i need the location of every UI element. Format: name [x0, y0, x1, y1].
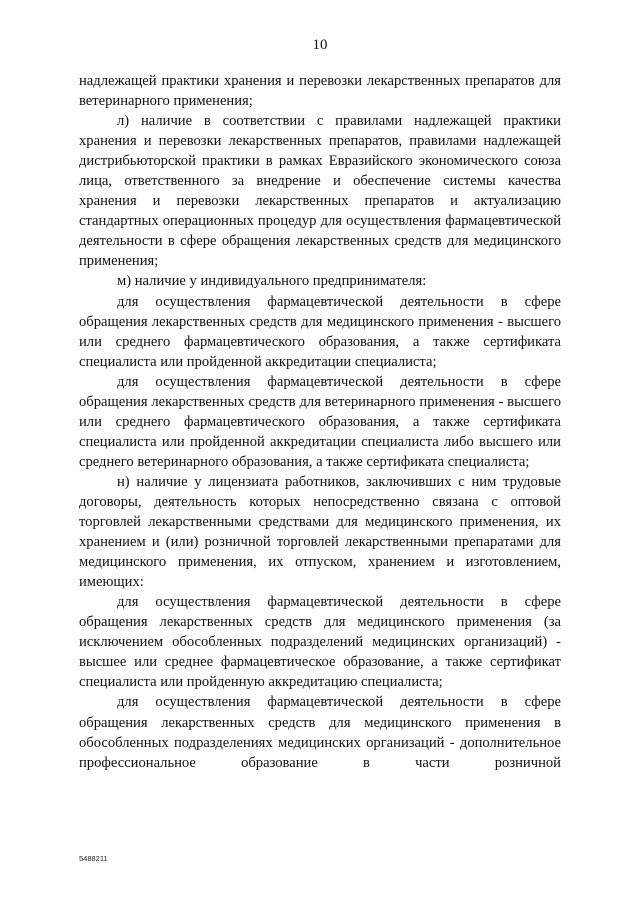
paragraph-item-l: л) наличие в соответствии с правилами надлежащей практики хранения и перевозки лекарственных препаратов, правилами надлежащей дистрибьюторской практики в рамках Евразийского экономического союза лица, ответственного за внедрение и обеспечение системы качества хранения и перевозки лекарственных препаратов и актуализацию стандартных операционных процедур для осуществления фармацевтической деятельности в сфере обращения лекарственных средств для медицинского применения;	[79, 113, 561, 270]
paragraph-n-medical: для осуществления фармацевтической деятельности в сфере обращения лекарственных средств для медицинского применения (за исключением обособленных подразделений медицинских организаций) - высшее или среднее фармацевтическое образование, а также сертификат специалиста или пройденную аккредитацию специалиста;	[79, 594, 561, 691]
paragraph-item-n: н) наличие у лицензиата работников, заключивших с ним трудовые договоры, деятельность которых непосредственно связана с оптовой торговлей лекарственными средствами для медицинского применения, их хранением и (или) розничной торговлей лекарственными препаратами для медицинского применения, их отпуском, хранением и изготовлением, имеющих:	[79, 473, 561, 591]
paragraph-continuation: надлежащей практики хранения и перевозки лекарственных препаратов для ветеринарного применения;	[79, 73, 561, 110]
document-code: 5488211	[79, 854, 108, 863]
paragraph-m-medical: для осуществления фармацевтической деятельности в сфере обращения лекарственных средств для медицинского применения - высшего или среднего фармацевтического образования, а также сертификата специалиста или пройденной аккредитации специалиста;	[79, 293, 561, 370]
paragraph-item-m: м) наличие у индивидуального предпринимателя:	[117, 273, 427, 290]
page-number: 10	[312, 37, 328, 53]
paragraph-m-veterinary: для осуществления фармацевтической деятельности в сфере обращения лекарственных средств для ветеринарного применения - высшего или среднего фармацевтического образования, а также сертификата специалиста или пройденной аккредитации специалиста либо высшего или среднего ветеринарного образования, а также сертификата специалиста;	[79, 373, 561, 470]
paragraph-n-branches: для осуществления фармацевтической деятельности в сфере обращения лекарственных средств для медицинского применения в обособленных подразделениях медицинских организаций - дополнительное профессиональное образование в части розничной	[79, 694, 561, 771]
document-body	[79, 71, 561, 773]
